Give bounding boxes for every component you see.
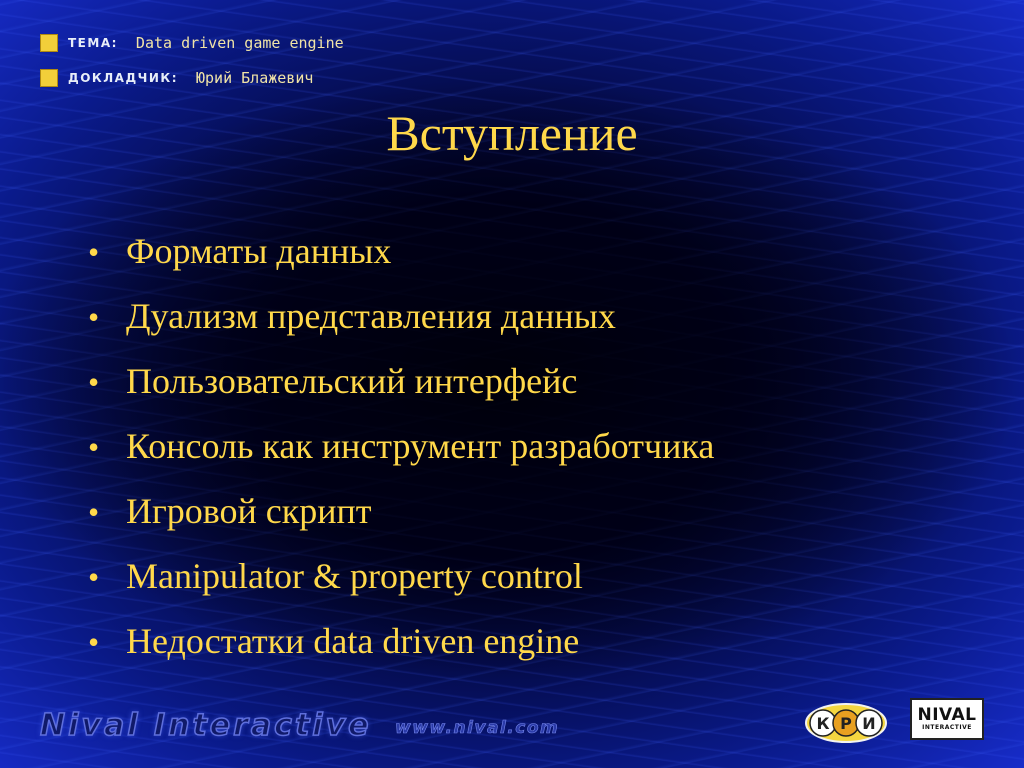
bullet-text: Недостатки data driven engine [126, 621, 580, 661]
speaker-square-icon [40, 69, 58, 87]
bullet-item [88, 230, 714, 295]
nival-logo-main: NIVAL [917, 705, 977, 725]
slide-title: Вступление [386, 105, 638, 161]
nival-logo-sub: INTERACTIVE [922, 724, 972, 731]
bullet-text: Игровой скрипт [126, 491, 372, 531]
bullet-dot-icon: • [88, 624, 100, 660]
bullet-list [88, 230, 714, 685]
bullet-item [88, 295, 714, 360]
bullet-text: Форматы данных [126, 231, 392, 271]
speaker-row [40, 67, 313, 89]
kri-letter-k: К [816, 714, 830, 733]
bullet-text: Дуализм представления данных [126, 296, 616, 336]
speaker-value: Юрий Блажевич [196, 69, 314, 87]
bullet-item [88, 555, 714, 620]
bullet-item [88, 425, 714, 490]
bullet-dot-icon: • [88, 559, 100, 595]
topic-row [40, 32, 344, 54]
bullet-dot-icon: • [88, 364, 100, 400]
bullet-item [88, 360, 714, 425]
topic-square-icon [40, 34, 58, 52]
bullet-dot-icon: • [88, 299, 100, 335]
kri-letter-r: Р [840, 714, 852, 733]
footer-url: www.nival.com [395, 718, 560, 738]
bullet-item [88, 490, 714, 555]
bullet-text: Консоль как инструмент разработчика [126, 426, 715, 466]
bullet-text: Manipulator & property control [126, 556, 583, 596]
bullet-item [88, 620, 714, 685]
nival-logo-icon [910, 698, 984, 740]
kri-letter-i: И [862, 714, 876, 733]
topic-value: Data driven game engine [135, 34, 344, 52]
bullet-dot-icon: • [88, 234, 100, 270]
speaker-label: ДОКЛАДЧИК: [68, 71, 178, 85]
kri-logo-icon [805, 703, 887, 743]
bullet-dot-icon: • [88, 494, 100, 530]
bullet-text: Пользовательский интерфейс [126, 361, 578, 401]
bullet-dot-icon: • [88, 429, 100, 465]
topic-label: ТЕМА: [68, 36, 118, 50]
footer-brand-logo: Nival Interactive [40, 708, 372, 743]
